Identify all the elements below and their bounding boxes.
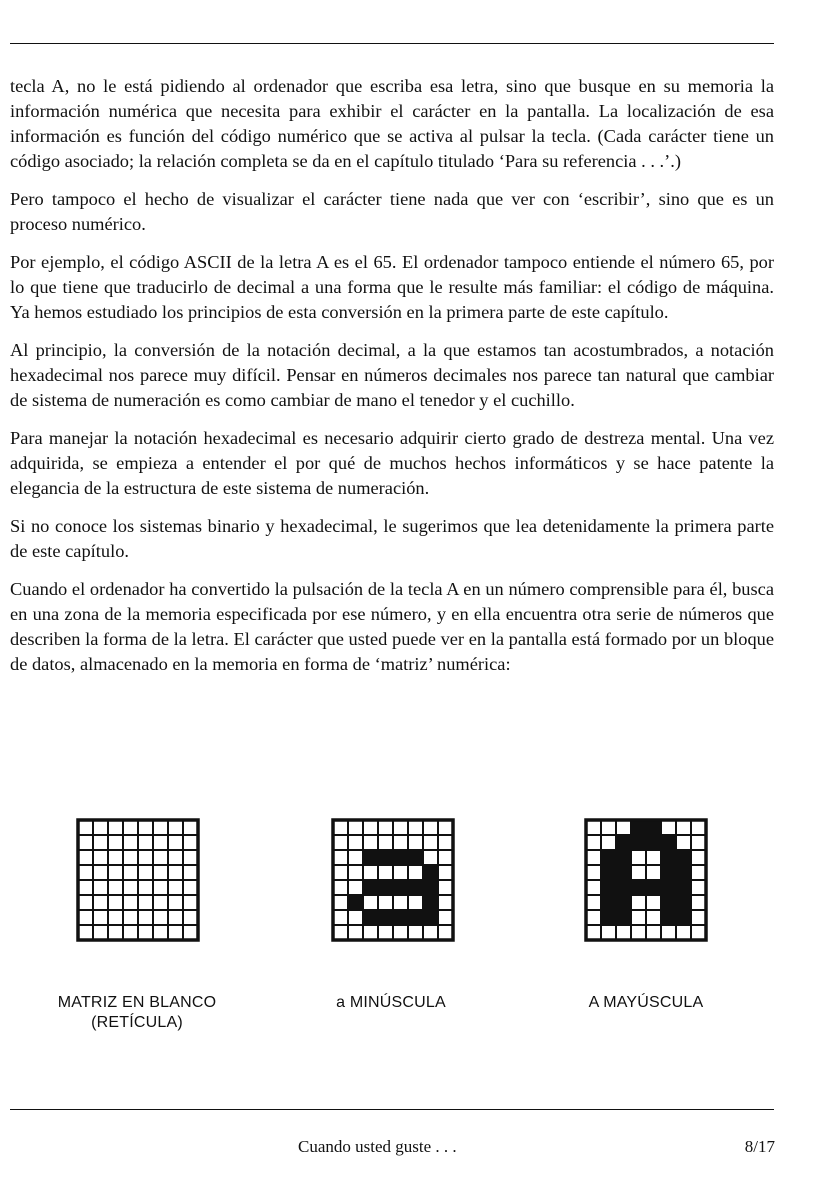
- matrix-cell-on: [631, 835, 646, 850]
- matrix-cell-off: [168, 820, 183, 835]
- matrix-cell-off: [676, 925, 691, 940]
- matrix-cell-off: [438, 835, 453, 850]
- matrix-cell-off: [616, 925, 631, 940]
- matrix-cell-on: [408, 910, 423, 925]
- matrix-cell-off: [78, 910, 93, 925]
- matrix-cell-on: [616, 850, 631, 865]
- matrix-cell-on: [601, 850, 616, 865]
- lowercase-a-matrix-figure: [328, 815, 458, 945]
- matrix-cell-off: [138, 850, 153, 865]
- matrix-cell-off: [631, 865, 646, 880]
- matrix-cell-off: [378, 820, 393, 835]
- matrix-cell-on: [423, 865, 438, 880]
- matrix-cell-on: [676, 865, 691, 880]
- caption-lowercase-a: [271, 993, 511, 1013]
- matrix-cell-on: [601, 895, 616, 910]
- matrix-cell-off: [691, 925, 706, 940]
- matrix-cell-off: [108, 895, 123, 910]
- matrix-cell-off: [333, 925, 348, 940]
- matrix-cell-off: [183, 850, 198, 865]
- matrix-cell-off: [333, 895, 348, 910]
- matrix-cell-off: [438, 865, 453, 880]
- matrix-cell-off: [408, 835, 423, 850]
- matrix-cell-off: [93, 835, 108, 850]
- matrix-cell-off: [138, 895, 153, 910]
- matrix-cell-off: [363, 820, 378, 835]
- top-rule: [10, 43, 774, 44]
- matrix-cell-off: [108, 850, 123, 865]
- matrix-cell-off: [691, 850, 706, 865]
- matrix-cell-off: [108, 820, 123, 835]
- matrix-cell-on: [601, 865, 616, 880]
- matrix-cell-off: [138, 865, 153, 880]
- matrix-cell-off: [78, 925, 93, 940]
- matrix-cell-on: [423, 910, 438, 925]
- matrix-cell-off: [408, 895, 423, 910]
- matrix-cell-off: [363, 925, 378, 940]
- matrix-cell-off: [108, 865, 123, 880]
- matrix-cell-off: [333, 850, 348, 865]
- matrix-cell-off: [586, 835, 601, 850]
- matrix-cell-off: [138, 835, 153, 850]
- matrix-cell-off: [438, 895, 453, 910]
- matrix-cell-off: [631, 910, 646, 925]
- matrix-cell-off: [348, 910, 363, 925]
- matrix-cell-off: [153, 910, 168, 925]
- matrix-cell-off: [646, 910, 661, 925]
- matrix-cell-off: [691, 910, 706, 925]
- matrix-cell-off: [348, 850, 363, 865]
- matrix-cell-on: [393, 910, 408, 925]
- paragraph: Para manejar la notación hexadecimal es necesario adquirir cierto grado de destreza mental. Una vez adquirida, se empieza a entender el por qué de muchos hechos informáticos y se hace patente la elegancia de la estructura de este sistema de numeración.: [10, 428, 774, 498]
- matrix-cell-on: [631, 880, 646, 895]
- matrix-cell-off: [108, 835, 123, 850]
- matrix-cell-off: [123, 865, 138, 880]
- matrix-cell-off: [138, 910, 153, 925]
- matrix-cell-off: [153, 820, 168, 835]
- matrix-cell-off: [378, 895, 393, 910]
- matrix-cell-off: [168, 895, 183, 910]
- matrix-cell-off: [691, 880, 706, 895]
- matrix-cell-off: [691, 820, 706, 835]
- matrix-cell-off: [691, 835, 706, 850]
- blank-matrix-grid: [73, 815, 203, 945]
- matrix-cell-off: [363, 895, 378, 910]
- matrix-cell-on: [676, 880, 691, 895]
- caption-uppercase-a: [526, 993, 766, 1013]
- matrix-cell-off: [348, 820, 363, 835]
- matrix-cell-off: [438, 850, 453, 865]
- matrix-cell-on: [661, 895, 676, 910]
- matrix-cell-on: [661, 850, 676, 865]
- matrix-cell-on: [616, 835, 631, 850]
- matrix-cell-off: [438, 880, 453, 895]
- bottom-rule: [10, 1109, 774, 1110]
- matrix-cell-off: [108, 880, 123, 895]
- matrix-cell-off: [393, 925, 408, 940]
- matrix-cell-off: [123, 925, 138, 940]
- matrix-cell-off: [363, 835, 378, 850]
- matrix-cell-on: [676, 850, 691, 865]
- caption-line: A MAYÚSCULA: [588, 994, 704, 1011]
- matrix-cell-off: [153, 850, 168, 865]
- matrix-cell-off: [586, 865, 601, 880]
- matrix-cell-off: [333, 910, 348, 925]
- matrix-cell-off: [438, 820, 453, 835]
- matrix-cell-off: [123, 910, 138, 925]
- matrix-cell-on: [661, 910, 676, 925]
- matrix-cell-off: [393, 820, 408, 835]
- matrix-cell-off: [616, 820, 631, 835]
- matrix-cell-off: [123, 835, 138, 850]
- matrix-cell-off: [78, 820, 93, 835]
- matrix-cell-off: [138, 880, 153, 895]
- caption-blank-matrix: [17, 993, 257, 1033]
- caption-line: MATRIZ EN BLANCO: [57, 994, 217, 1011]
- matrix-cell-off: [378, 865, 393, 880]
- matrix-cell-off: [138, 820, 153, 835]
- matrix-cell-on: [601, 910, 616, 925]
- matrix-cell-off: [661, 925, 676, 940]
- matrix-cell-off: [183, 910, 198, 925]
- matrix-cell-off: [408, 820, 423, 835]
- matrix-cell-off: [348, 835, 363, 850]
- matrix-cell-on: [661, 835, 676, 850]
- paragraph: Si no conoce los sistemas binario y hexadecimal, le sugerimos que lea detenidamente la primera parte de este capítulo.: [10, 516, 774, 561]
- matrix-cell-off: [661, 820, 676, 835]
- matrix-cell-off: [586, 895, 601, 910]
- matrix-cell-off: [168, 865, 183, 880]
- paragraph: Pero tampoco el hecho de visualizar el carácter tiene nada que ver con ‘escribir’, sino que es un proceso numérico.: [10, 189, 774, 234]
- matrix-cell-off: [123, 850, 138, 865]
- matrix-cell-off: [168, 880, 183, 895]
- matrix-cell-off: [93, 850, 108, 865]
- matrix-cell-off: [378, 835, 393, 850]
- matrix-cell-off: [393, 865, 408, 880]
- matrix-cell-off: [183, 865, 198, 880]
- matrix-cell-off: [168, 910, 183, 925]
- matrix-cell-on: [631, 820, 646, 835]
- matrix-cell-off: [601, 925, 616, 940]
- lowercase-a-matrix-grid: [328, 815, 458, 945]
- matrix-cell-on: [676, 910, 691, 925]
- matrix-cell-off: [153, 925, 168, 940]
- matrix-cell-off: [363, 865, 378, 880]
- matrix-cell-on: [661, 880, 676, 895]
- matrix-cell-on: [408, 850, 423, 865]
- matrix-cell-off: [183, 895, 198, 910]
- matrix-cell-off: [586, 850, 601, 865]
- matrix-cell-off: [348, 865, 363, 880]
- matrix-cell-off: [183, 880, 198, 895]
- matrix-cell-off: [153, 895, 168, 910]
- matrix-cell-off: [631, 925, 646, 940]
- matrix-cell-on: [601, 880, 616, 895]
- matrix-cell-off: [423, 835, 438, 850]
- uppercase-a-matrix-grid: [581, 815, 711, 945]
- matrix-cell-off: [93, 895, 108, 910]
- matrix-cell-off: [93, 925, 108, 940]
- matrix-cell-off: [438, 910, 453, 925]
- matrix-cell-on: [646, 835, 661, 850]
- matrix-cell-off: [333, 865, 348, 880]
- caption-line: a MINÚSCULA: [336, 994, 446, 1011]
- matrix-cell-off: [423, 820, 438, 835]
- matrix-cell-on: [423, 880, 438, 895]
- matrix-cell-off: [631, 850, 646, 865]
- matrix-cell-off: [93, 880, 108, 895]
- matrix-cell-on: [616, 865, 631, 880]
- paragraph: Cuando el ordenador ha convertido la pulsación de la tecla A en un número comprensible para él, busca en una zona de la memoria especificada por ese número, y en ella encuentra otra serie de números que describen la forma de la letra. El carácter que usted puede ver en la pantalla está formado por un bloque de datos, almacenado en la memoria en forma de ‘matriz’ numérica:: [10, 579, 774, 674]
- matrix-cell-off: [183, 925, 198, 940]
- matrix-cell-on: [616, 880, 631, 895]
- matrix-cell-off: [138, 925, 153, 940]
- matrix-cell-off: [333, 880, 348, 895]
- matrix-cell-off: [691, 895, 706, 910]
- matrix-cell-off: [586, 820, 601, 835]
- matrix-cell-off: [93, 820, 108, 835]
- matrix-cell-off: [676, 835, 691, 850]
- matrix-cell-off: [348, 880, 363, 895]
- matrix-cell-on: [661, 865, 676, 880]
- matrix-cell-off: [393, 835, 408, 850]
- paragraph: tecla A, no le está pidiendo al ordenador que escriba esa letra, sino que busque en su memoria la información numérica que necesita para exhibir el carácter en la pantalla. La localización de esa información es función del código numérico que se activa al pulsar la tecla. (Cada carácter tiene un código asociado; la relación completa se da en el capítulo titulado ‘Para su referencia . . .’.): [10, 76, 774, 171]
- matrix-cell-on: [616, 895, 631, 910]
- matrix-cell-on: [378, 850, 393, 865]
- matrix-cell-off: [78, 865, 93, 880]
- matrix-cell-off: [168, 925, 183, 940]
- matrix-cell-off: [168, 835, 183, 850]
- paragraph: Al principio, la conversión de la notación decimal, a la que estamos tan acostumbrados, a notación hexadecimal nos parece muy difícil. Pensar en números decimales nos parece tan natural que cambiar de sistema de numeración es como cambiar de mano el tenedor y el cuchillo.: [10, 340, 774, 410]
- matrix-cell-off: [646, 850, 661, 865]
- matrix-cell-off: [423, 850, 438, 865]
- matrix-cell-off: [586, 910, 601, 925]
- matrix-cell-off: [78, 835, 93, 850]
- running-footer-title: Cuando usted guste . . .: [298, 1137, 457, 1156]
- matrix-cell-on: [646, 880, 661, 895]
- matrix-cell-off: [378, 925, 393, 940]
- matrix-cell-on: [348, 895, 363, 910]
- matrix-cell-off: [348, 925, 363, 940]
- matrix-cell-off: [93, 865, 108, 880]
- matrix-cell-off: [631, 895, 646, 910]
- matrix-cell-on: [408, 880, 423, 895]
- blank-matrix-figure: [73, 815, 203, 945]
- matrix-cell-off: [78, 880, 93, 895]
- matrix-cell-off: [586, 925, 601, 940]
- caption-line: (RETÍCULA): [91, 1014, 183, 1031]
- matrix-cell-on: [616, 910, 631, 925]
- matrix-cell-off: [646, 895, 661, 910]
- matrix-cell-off: [183, 835, 198, 850]
- matrix-cell-off: [108, 925, 123, 940]
- matrix-cell-off: [586, 880, 601, 895]
- matrix-cell-off: [183, 820, 198, 835]
- paragraph: Por ejemplo, el código ASCII de la letra A es el 65. El ordenador tampoco entiende el número 65, por lo que tiene que traducirlo de decimal a una forma que le resulte más familiar: el código de máquina. Ya hemos estudiado los principios de esta conversión en la primera parte de este capítulo.: [10, 252, 774, 322]
- matrix-cell-off: [153, 865, 168, 880]
- body-text: [10, 74, 774, 690]
- matrix-cell-on: [393, 850, 408, 865]
- matrix-cell-off: [78, 850, 93, 865]
- matrix-cell-off: [78, 895, 93, 910]
- matrix-cell-off: [646, 865, 661, 880]
- matrix-cell-off: [601, 835, 616, 850]
- matrix-cell-off: [691, 865, 706, 880]
- matrix-cell-off: [153, 835, 168, 850]
- matrix-cell-off: [123, 820, 138, 835]
- uppercase-a-matrix-figure: [581, 815, 711, 945]
- matrix-cell-off: [168, 850, 183, 865]
- matrix-cell-off: [93, 910, 108, 925]
- matrix-cell-on: [378, 910, 393, 925]
- matrix-cell-on: [378, 880, 393, 895]
- matrix-cell-on: [646, 820, 661, 835]
- page-number: 8/17: [744, 1137, 775, 1156]
- matrix-cell-on: [363, 850, 378, 865]
- matrix-cell-off: [153, 880, 168, 895]
- matrix-cell-off: [123, 895, 138, 910]
- matrix-cell-off: [408, 925, 423, 940]
- matrix-cell-off: [333, 820, 348, 835]
- matrix-cell-off: [438, 925, 453, 940]
- matrix-cell-off: [676, 820, 691, 835]
- matrix-cell-on: [393, 880, 408, 895]
- matrix-cell-off: [423, 925, 438, 940]
- matrix-cell-off: [108, 910, 123, 925]
- matrix-cell-off: [393, 895, 408, 910]
- matrix-cell-off: [408, 865, 423, 880]
- matrix-cell-off: [333, 835, 348, 850]
- matrix-cell-off: [646, 925, 661, 940]
- matrix-cell-on: [676, 895, 691, 910]
- matrix-cell-on: [363, 910, 378, 925]
- matrix-cell-off: [601, 820, 616, 835]
- matrix-cell-on: [363, 880, 378, 895]
- matrix-cell-on: [423, 895, 438, 910]
- matrix-cell-off: [123, 880, 138, 895]
